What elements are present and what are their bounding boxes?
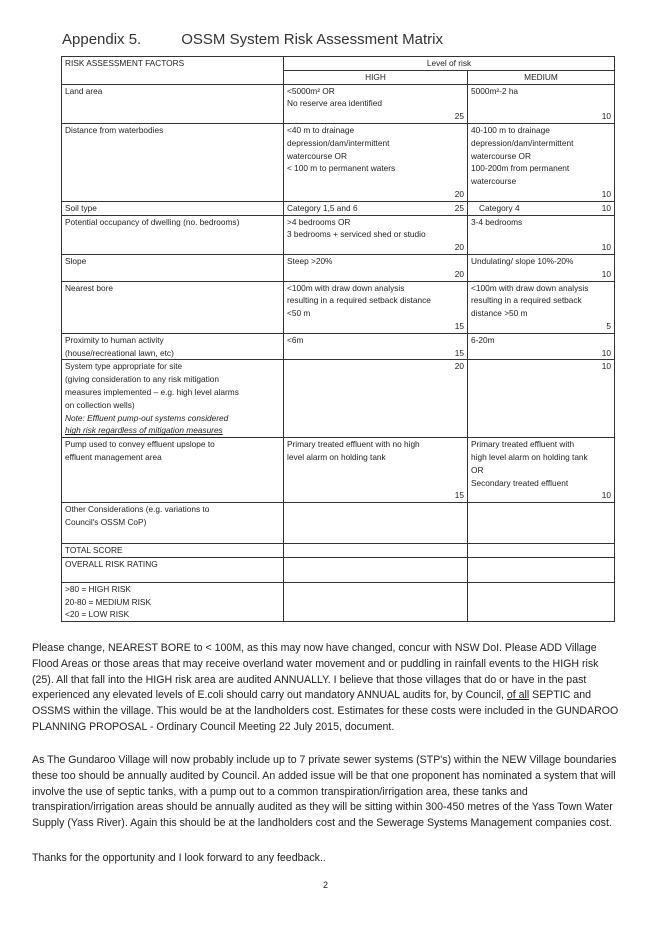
high-text: <100m with draw down analysis <box>287 282 405 293</box>
page-number: 2 <box>322 880 328 890</box>
medium-text: depression/dam/intermittent <box>471 137 574 148</box>
factor-label: measures implemented – e.g. high level alarms <box>65 386 239 397</box>
factor-label: Distance from waterbodies <box>62 123 284 201</box>
medium-text: distance >50 m <box>471 308 528 319</box>
matrix-title: OSSM System Risk Assessment Matrix <box>181 31 443 48</box>
medium-text: Undulating/ slope 10%-20% <box>471 255 574 266</box>
high-text: Category 1,5 and 6 <box>287 202 358 213</box>
row-slope <box>62 254 615 281</box>
factor-label: (house/recreational lawn, etc) <box>65 347 174 358</box>
factor-label: on collection wells) <box>65 399 135 410</box>
high-score: 20 <box>284 360 468 438</box>
rating-key-item: 20-80 = MEDIUM RISK <box>65 596 151 607</box>
high-score: 20 <box>454 188 464 199</box>
medium-text: OR <box>471 464 484 475</box>
high-text: <6m <box>287 334 304 345</box>
header-row-level <box>62 57 615 71</box>
high-score: 25 <box>454 202 464 213</box>
medium-score: 10 <box>468 360 615 438</box>
medium-text: high level alarm on holding tank <box>471 451 588 462</box>
row-pump <box>62 438 615 503</box>
factor-label: effluent management area <box>65 451 162 462</box>
high-text: <5000m² OR <box>287 85 335 96</box>
appendix-title <box>62 31 443 48</box>
header-factors: RISK ASSESSMENT FACTORS <box>62 57 284 85</box>
underlined-text: of all <box>506 689 530 702</box>
high-text: depression/dam/intermittent <box>287 137 390 148</box>
factor-label: (giving consideration to any risk mitigation <box>65 374 220 385</box>
high-text: No reserve area identified <box>287 98 383 109</box>
medium-text: <100m with draw down analysis <box>471 282 589 293</box>
high-score: 20 <box>454 242 464 253</box>
high-text: resulting in a required setback distance <box>287 295 431 306</box>
medium-text: Secondary treated effluent <box>471 477 569 488</box>
medium-text: resulting in a required setback <box>471 295 582 306</box>
high-score: 15 <box>454 490 464 501</box>
medium-score: 10 <box>601 347 611 358</box>
high-text: >4 bedrooms OR <box>287 216 351 227</box>
row-total-score <box>62 544 615 558</box>
high-text: watercourse OR <box>287 150 347 161</box>
factor-label: System type appropriate for site <box>65 361 183 372</box>
medium-text: 40-100 m to drainage <box>471 124 550 135</box>
medium-text: Category 4 <box>479 202 520 213</box>
high-text: Steep >20% <box>287 255 333 266</box>
medium-text: Primary treated effluent with <box>471 439 575 450</box>
high-text: < 100 m to permanent waters <box>287 163 396 174</box>
risk-matrix-table <box>61 56 615 622</box>
medium-score: 10 <box>601 490 611 501</box>
paragraph-text: SEPTIC and OSSMS within the village. This would be at the landholders cost. Estimates for these costs were included in the GUNDAROO PLANNING PROPOSAL - Ordinary Council Meeting 22 July 2015, document. <box>32 689 619 733</box>
medium-score: 10 <box>601 111 611 122</box>
high-score: 15 <box>454 320 464 331</box>
row-soil-type <box>62 201 615 215</box>
row-distance-waterbodies <box>62 123 615 201</box>
factor-note: Note: Effluent pump-out systems considered <box>65 412 229 423</box>
medium-score: 10 <box>601 268 611 279</box>
high-text: 3 bedrooms + serviced shed or studio <box>287 229 426 240</box>
medium-text: 6-20m <box>471 334 495 345</box>
total-score-label: TOTAL SCORE <box>62 544 284 558</box>
factor-label: Slope <box>62 254 284 281</box>
header-level-of-risk: Level of risk <box>284 57 615 71</box>
high-text: <50 m <box>287 308 311 319</box>
medium-score: 10 <box>601 202 611 213</box>
medium-score: 5 <box>606 320 611 331</box>
paragraph-text: Please change, NEAREST BORE to < 100M, as this may now have changed, concur with NSW DoI. Please ADD Village Flood Areas or those areas that may receive overland water movement and or puddling in rainfall events to the HIGH risk (25). All that fall into the HIGH risk area are audited ANNUALLY. I believe that those villages that do or have in the past experienced any elevated levels of E.coli should carry out mandatory ANNUAL audits for, by Council, <box>32 642 599 702</box>
paragraph-thanks: Thanks for the opportunity and I look forward to any feedback.. <box>32 852 326 864</box>
appendix-label: Appendix 5. <box>62 31 142 48</box>
high-score: 25 <box>454 111 464 122</box>
row-system-type <box>62 360 615 438</box>
factor-label: Soil type <box>62 201 284 215</box>
row-overall-rating <box>62 557 615 582</box>
medium-score: 10 <box>601 242 611 253</box>
factor-label: Potential occupancy of dwelling (no. bedrooms) <box>62 215 284 254</box>
row-other-considerations <box>62 503 615 544</box>
row-land-area <box>62 84 615 123</box>
factor-note: high risk regardless of mitigation measures <box>65 425 223 436</box>
row-nearest-bore <box>62 281 615 333</box>
high-score: 15 <box>454 347 464 358</box>
factor-label: Nearest bore <box>62 281 284 333</box>
rating-key-item: <20 = LOW RISK <box>65 609 130 620</box>
paragraph-sewer-systems: As The Gundaroo Village will now probably include up to 7 private sewer systems (STP's) within the NEW Village boundaries these too should be annually audited by Council. An added issue will be that one proponent has nominated a system that will involve the use of septic tanks, with a pump out to a common transpiration/irrigation area, these tanks and transpiration/irrigation areas should be annually audited as they will be sitting within 300-450 metres of the Yass Town Water Supply (Yass River). Again this should be at the landholders cost and the Sewerage Systems Management companies cost. <box>32 754 617 830</box>
factor-label: Other Considerations (e.g. variations to <box>65 504 210 515</box>
high-score: 20 <box>454 268 464 279</box>
factor-label: Pump used to convey effluent upslope to <box>65 439 215 450</box>
medium-text: 5000m²-2 ha <box>471 85 519 96</box>
medium-text: watercourse OR <box>471 150 531 161</box>
rating-key-item: >80 = HIGH RISK <box>65 583 131 594</box>
row-proximity <box>62 333 615 360</box>
row-rating-key <box>62 582 615 621</box>
medium-score: 10 <box>601 188 611 199</box>
high-text: <40 m to drainage <box>287 124 355 135</box>
overall-rating-label: OVERALL RISK RATING <box>62 557 284 582</box>
medium-text: 3-4 bedrooms <box>471 216 523 227</box>
high-text: Primary treated effluent with no high <box>287 439 420 450</box>
medium-text: 100-200m from permanent <box>471 163 570 174</box>
header-medium: MEDIUM <box>468 70 615 84</box>
factor-label: Land area <box>62 84 284 123</box>
row-occupancy <box>62 215 615 254</box>
paragraph-nearest-bore <box>32 641 622 736</box>
factor-label: Proximity to human activity <box>65 334 164 345</box>
medium-text: watercourse <box>471 176 517 187</box>
header-high: HIGH <box>284 70 468 84</box>
high-text: level alarm on holding tank <box>287 451 386 462</box>
factor-label: Council's OSSM CoP) <box>65 516 147 527</box>
